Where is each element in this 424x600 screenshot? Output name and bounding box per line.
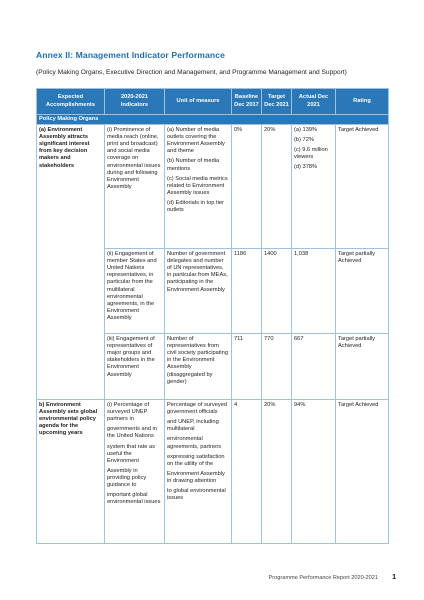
- indicator-cell: [105, 334, 165, 400]
- unit-text: environmental agreements, partners: [167, 436, 222, 450]
- actual-cell: [292, 125, 336, 249]
- indicator-text: (ii) Engagement of member States and United Nations representatives, in particular from the multilateral environmental agreements, in the Environment Assembly: [107, 251, 157, 321]
- indicator-text: governments and in the United Nations: [107, 426, 157, 440]
- actual-cell: [292, 334, 336, 400]
- table-row: [37, 125, 389, 249]
- section-row: [37, 115, 389, 125]
- target-cell: 770: [262, 334, 292, 400]
- table-row: [37, 334, 389, 400]
- indicator-cell: [105, 400, 165, 544]
- accomplishment-cell: b) Environment Assembly sets global environmental policy agenda for the upcoming years: [37, 400, 105, 544]
- actual-text: (a) 139%: [294, 127, 318, 134]
- unit-text: (a) Number of media outlets covering the Environment Assembly and theme: [167, 127, 225, 155]
- unit-text: to global environmental issues: [167, 488, 226, 502]
- unit-cell: [165, 125, 232, 249]
- rating-cell: Target Achieved: [336, 400, 389, 544]
- unit-text: Percentage of surveyed government officials: [167, 402, 228, 416]
- baseline-cell: 1186: [232, 249, 262, 334]
- header-target: Target Dec 2021: [262, 89, 292, 115]
- accomplishment-cell: [37, 249, 105, 334]
- unit-text: (b) Number of media mentions: [167, 158, 220, 172]
- indicator-text: important global environmental issues: [107, 492, 161, 506]
- accomplishment-cell: (a) Environment Assembly attracts significant interest from key decision makers and stakeholders: [37, 125, 105, 249]
- actual-cell: [292, 249, 336, 334]
- unit-text: Environment Assembly in drawing attention: [167, 470, 225, 484]
- unit-cell: [165, 334, 232, 400]
- baseline-cell: 0%: [232, 125, 262, 249]
- target-cell: 1400: [262, 249, 292, 334]
- unit-text: (d) Editorials in top tier outlets: [167, 199, 224, 214]
- indicator-cell: [105, 125, 165, 249]
- baseline-cell: 711: [232, 334, 262, 400]
- header-baseline: Baseline Dec 2017: [232, 89, 262, 115]
- actual-text: 1,038: [294, 251, 309, 258]
- rating-cell: Target partially Achieved: [336, 334, 389, 400]
- table-row: [37, 400, 389, 544]
- unit-text: and UNEP, including multilateral: [167, 419, 219, 433]
- unit-text: (c) Social media metrics related to Environment Assembly issues: [167, 175, 228, 196]
- unit-text: Number of representatives from civil society participating in the Environment Assembly (disaggregated by gender): [167, 336, 229, 385]
- indicator-text: (i) Prominence of media reach (online, print and broadcast) and social media coverage on environmental issues during and following Environment Assembly: [107, 127, 161, 190]
- indicator-text: (i) Percentage of surveyed UNEP partners in: [107, 402, 150, 423]
- unit-text: expressing satisfaction on the utility of the: [167, 453, 225, 467]
- page-number: 1: [392, 574, 396, 581]
- table-row: [37, 249, 389, 334]
- table-header-row: [37, 89, 389, 115]
- actual-text: (d) 378%: [294, 164, 318, 171]
- header-unit-of-measure: Unit of measure: [165, 89, 232, 115]
- unit-cell: [165, 400, 232, 544]
- indicator-table: [36, 88, 389, 544]
- footer-text: Programme Performance Report 2020-2021: [268, 575, 378, 581]
- target-cell: 20%: [262, 400, 292, 544]
- accomplishment-cell: [37, 334, 105, 400]
- header-indicators: 2020-2021 Indicators: [105, 89, 165, 115]
- actual-text: (c) 9.6 million viewers: [294, 147, 328, 161]
- header-expected-accomplishments: Expected Accomplishments: [37, 89, 105, 115]
- header-rating: Rating: [336, 89, 389, 115]
- indicator-text: system that rate as useful the Environment: [107, 443, 156, 464]
- rating-cell: Target partially Achieved: [336, 249, 389, 334]
- actual-text: 667: [294, 336, 304, 343]
- indicator-cell: [105, 249, 165, 334]
- actual-text: (b) 72%: [294, 137, 314, 144]
- rating-cell: Target Achieved: [336, 125, 389, 249]
- header-actual: Actual Dec 2021: [292, 89, 336, 115]
- unit-text: Number of government delegates and number of UN representatives, in particular from MEAs, participating in the Environment Assembly: [167, 251, 228, 293]
- annex-title: Annex II: Management Indicator Performance: [36, 50, 226, 60]
- indicator-text: (iii) Engagement of representatives of major groups and stakeholders in the Environment Assembly: [107, 336, 155, 378]
- target-cell: 20%: [262, 125, 292, 249]
- actual-text: 94%: [294, 402, 306, 409]
- unit-cell: [165, 249, 232, 334]
- indicator-text: Assembly in providing policy guidance to: [107, 467, 147, 489]
- subtitle: (Policy Making Organs, Executive Direction and Management, and Programme Management and Support): [36, 69, 347, 76]
- section-label: Policy Making Organs: [37, 115, 389, 125]
- baseline-cell: 4: [232, 400, 262, 544]
- actual-cell: [292, 400, 336, 544]
